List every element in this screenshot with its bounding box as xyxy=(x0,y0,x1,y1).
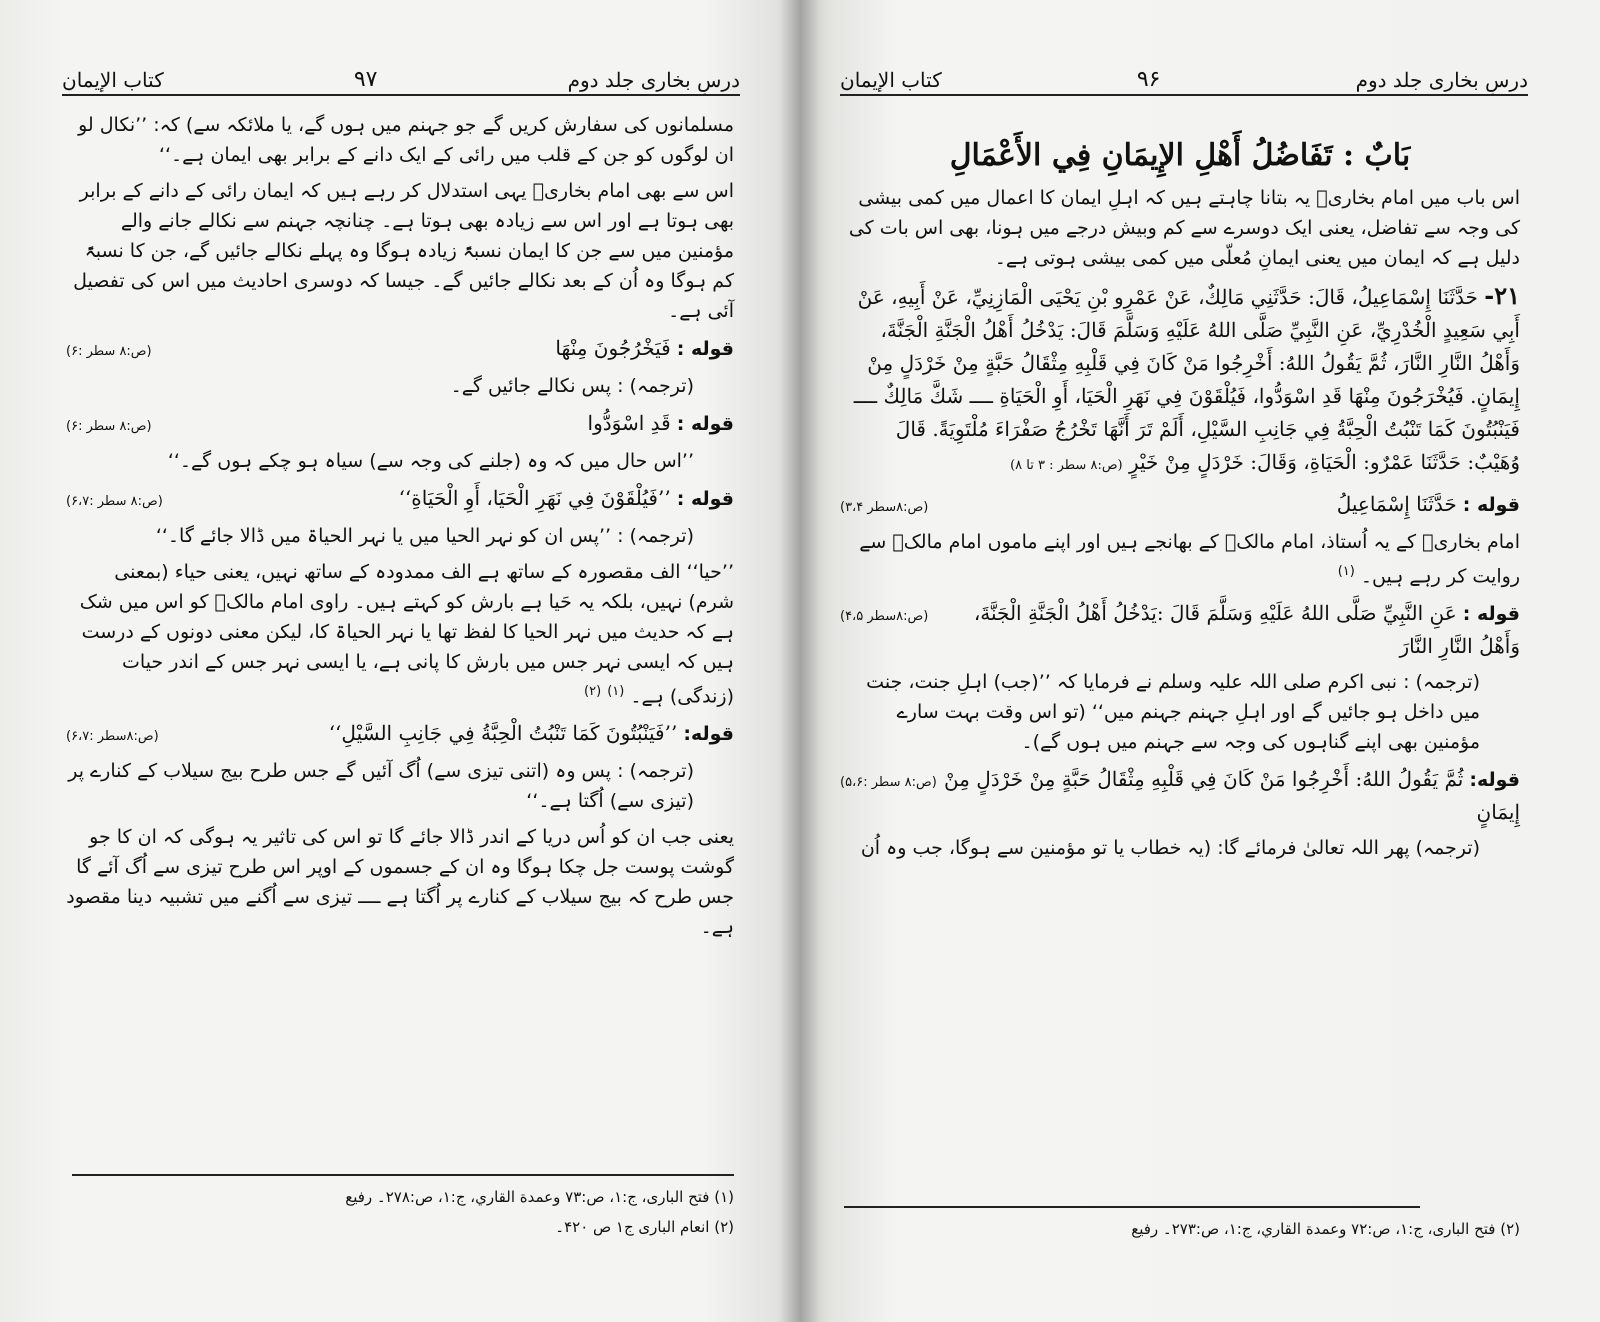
right-page xyxy=(800,0,1600,1322)
footnote-rule xyxy=(72,1174,734,1176)
qawl-arabic: فَيَخْرُجُونَ مِنْهَا xyxy=(555,336,671,360)
line-reference: (ص:۸ سطر :۶) xyxy=(66,419,152,434)
chapter-name: کتاب الإیمان xyxy=(62,68,164,92)
chapter-name: کتاب الإیمان xyxy=(840,68,942,92)
qawl-label: قوله : xyxy=(676,338,734,360)
page-header xyxy=(840,52,1528,92)
line-reference: (ص:۸ سطر :۵،۶) xyxy=(840,775,937,791)
intro-paragraph: اس باب میں امام بخاریؒ یہ بتانا چاہتے ہیں کہ اہلِ ایمان کا اعمال میں کمی بیشی کی وجہ سے تفاضل، یعنی ایک دوسرے سے کم وبیش درجے میں ہونا، بھی اس بات کی دلیل ہے کہ ایمان میں یعنی ایمانِ مُعلّی میں کمی بیشی ہوتی ہے۔ xyxy=(848,187,1520,269)
hadith-number: ۲۱- xyxy=(1484,281,1520,310)
header-rule xyxy=(840,94,1528,96)
footnotes xyxy=(844,1214,1520,1244)
translation: (ترجمہ) پھر اللہ تعالیٰ فرمائے گا: (یہ خطاب یا تو مؤمنین سے ہوگا، جب وہ اُن xyxy=(860,837,1480,860)
page-number: ۹۶ xyxy=(1136,67,1161,92)
translation: (ترجمہ) : پس نکالے جائیں گے۔ xyxy=(450,375,694,397)
running-title: درسِ بخاری جلد دوم xyxy=(567,68,740,92)
qawl-heading xyxy=(66,717,734,752)
header-rule xyxy=(62,94,740,96)
chapter-title: بَابٌ : تَفَاضُلُ أَهْلِ الإِيمَانِ فِي الأَعْمَالِ xyxy=(949,138,1411,173)
running-title: درسِ بخاری جلد دوم xyxy=(1355,68,1528,92)
footnote-marker: (۱) xyxy=(607,684,625,699)
qawl-label: قوله : xyxy=(676,488,734,510)
qawl-heading xyxy=(840,763,1520,829)
translation: (ترجمہ) : نبی اکرم صلی اللہ علیہ وسلم نے فرمایا کہ ’’(جب) اہلِ جنت، جنت میں داخل ہو جائیں گے اور اہلِ جہنم جہنم میں‘‘ (تو اس وقت بہت سارے مؤمنین بھی اپنے گناہوں کی وجہ سے جہنم میں ہوں گے)۔ xyxy=(866,671,1480,754)
page-body xyxy=(840,135,1520,869)
hadith-body: حَدَّثَنَا إِسْمَاعِيلُ، قَالَ: حَدَّثَنِي مَالِكٌ، عَنْ عَمْرِو بْنِ يَحْيَى الْمَازِنِيِّ، عَنْ أَبِيهِ، عَنْ أَبِي سَعِيدٍ الْخُدْرِيِّ، عَنِ النَّبِيِّ صَلَّى اللهُ عَلَيْهِ وَسَلَّمَ قَالَ: يَدْخُلُ أَهْلُ الْجَنَّةِ الْجَنَّةَ، وَأَهْلُ النَّارِ النَّارَ، ثُمَّ يَقُولُ اللهُ: أَخْرِجُوا مَنْ كَانَ فِي قَلْبِهِ مِثْقَالُ حَبَّةٍ مِنْ خَرْدَلٍ مِنْ إِيمَانٍ. فَيُخْرَجُونَ مِنْهَا قَدِ اسْوَدُّوا، فَيُلْقَوْنَ فِي نَهَرِ الْحَيَا، أَوِ الْحَيَاةِ ــــ شَكَّ مَالِكٌ ــــ فَيَنْبُتُونَ كَمَا تَنْبُتُ الْحِبَّةُ فِي جَانِبِ السَّيْلِ، أَلَمْ تَرَ أَنَّهَا تَخْرُجُ صَفْرَاءَ مُلْتَوِيَةً. قَالَ وُهَيْبٌ: حَدَّثَنَا عَمْرٌو: الْحَيَاةِ، وَقَالَ: خَرْدَلٍ مِنْ خَيْرٍ xyxy=(853,285,1520,474)
translation: (ترجمہ) : ’’پس ان کو نہر الحیا میں یا نہر الحیاۃ میں ڈالا جائے گا۔‘‘ xyxy=(155,525,694,547)
paragraph-text: ’’حیا‘‘ الف مقصورہ کے ساتھ ہے الف ممدودہ کے ساتھ نہیں، یعنی حیاء (بمعنی شرم) نہیں، بلکہ یہ حَیا ہے بارش کو کہتے ہیں۔ راوی امام مالکؒ کو اس میں شک ہے کہ حدیث میں نہر الحیا کا لفظ تھا یا نہر الحیاۃ کا، لیکن معنی دونوں کے درست ہیں کہ ایسی نہر جس میں بارش کا پانی ہے، یا ایسی نہر جس کے اندر حیات (زندگی) ہے۔ xyxy=(79,561,734,708)
qawl-heading xyxy=(840,597,1520,663)
qawl-arabic: ’’فَيَنْبُتُونَ كَمَا تَنْبُتُ الْحِبَّةُ فِي جَانِبِ السَّيْلِ‘‘ xyxy=(328,721,678,746)
qawl-arabic: ثُمَّ يَقُولُ اللهُ: أَخْرِجُوا مَنْ كَانَ فِي قَلْبِهِ مِثْقَالُ حَبَّةٍ مِنْ خَرْدَلٍ مِنْ إِيمَانٍ xyxy=(943,767,1520,825)
qawl-label: قوله : xyxy=(1462,603,1520,626)
qawl-label: قوله : xyxy=(676,413,734,435)
footnote: (۲) انعام الباری ج۱ ص ۴۲۰۔ xyxy=(555,1218,734,1236)
paragraph xyxy=(66,557,734,711)
footnote-marker: (۲) xyxy=(584,684,602,699)
line-reference: (ص:۸ سطر :۶) xyxy=(66,344,152,359)
paragraph: یعنی جب ان کو اُس دریا کے اندر ڈالا جائے گا تو اس کی تاثیر یہ ہوگی کہ ان کا جو گوشت پوست جل چکا ہوگا وہ ان کے جسموں کے اوپر اس طرح تیزی سے اُگ آئے گا جس طرح کہ بیج سیلاب کے کنارے پر اُگتا ہے ــــ تیزی سے اُگنے میں تشبیہ دینا مقصود ہے۔ xyxy=(66,826,734,939)
book-gutter xyxy=(780,0,820,1322)
page-number: ۹۷ xyxy=(353,67,378,92)
footnote: (۲) فتح الباری، ج:۱، ص:۷۲ وعمدة القاري، ج:۱، ص:۲۷۳۔ رفیع xyxy=(1131,1220,1520,1238)
qawl-label: قوله: xyxy=(683,723,734,746)
paragraph: اس سے بھی امام بخاریؒ یہی استدلال کر رہے ہیں کہ ایمان رائی کے دانے کے برابر بھی ہوتا ہے اور اس سے زیادہ بھی ہوتا ہے۔ چنانچہ جہنم سے نکالے جانے والے مؤمنین میں سے جن کا ایمان نسبۃً زیادہ ہوگا وہ پہلے نکالے جائیں گے، جن کا نسبۃً کم ہوگا وہ اُن کے بعد نکالے جائیں گے۔ جیسا کہ دوسری احادیث میں اس کی تفصیل آئی ہے۔ xyxy=(73,180,734,322)
line-reference: (ص:۸سطر :۶،۷) xyxy=(66,729,159,745)
translation: (ترجمہ) : پس وہ (اتنی تیزی سے) اُگ آئیں گے جس طرح بیج سیلاب کے کنارے پر (تیزی سے) اُگتا ہے۔‘‘ xyxy=(68,760,694,813)
page-body xyxy=(66,110,734,948)
paragraph-text: امام بخاریؒ کے یہ اُستاذ، امام مالکؒ کے بھانجے ہیں اور اپنے ماموں امام مالکؒ سے روایت کر رہے ہیں۔ xyxy=(859,531,1520,588)
qawl-heading xyxy=(66,332,734,367)
qawl-arabic: عَنِ النَّبِيِّ صَلَّى اللهُ عَلَيْهِ وَسَلَّمَ قَالَ :يَدْخُلُ أَهْلُ الْجَنَّةِ الْجَنَّةَ، وَأَهْلُ النَّارِ النَّارَ xyxy=(973,601,1520,659)
footnote-rule xyxy=(844,1206,1420,1208)
footnote: (۱) فتح الباری، ج:۱، ص:۷۳ وعمدة القاري، ج:۱، ص:۲۷۸۔ رفیع xyxy=(345,1188,734,1206)
line-reference: (ص:۸ سطر : ۳ تا ۸) xyxy=(1010,458,1123,473)
line-reference: (ص:۸سطر ۴،۵) xyxy=(840,609,929,625)
qawl-arabic: حَدَّثَنَا إِسْمَاعِيلُ xyxy=(1336,492,1457,516)
paragraph: مسلمانوں کی سفارش کریں گے جو جہنم میں ہوں گے، یا ملائکہ سے) کہ: ’’نکال لو ان لوگوں کو جن کے قلب میں رائی کے ایک دانے کے برابر بھی ایمان ہے۔‘‘ xyxy=(78,114,734,166)
footnotes xyxy=(72,1182,734,1242)
translation: ’’اس حال میں کہ وہ (جلنے کی وجہ سے) سیاہ ہو چکے ہوں گے۔‘‘ xyxy=(167,450,694,472)
qawl-heading xyxy=(66,482,734,517)
hadith-text xyxy=(840,279,1520,482)
page-header xyxy=(62,52,740,92)
line-reference: (ص:۸ سطر :۶،۷) xyxy=(66,494,163,509)
paragraph xyxy=(840,527,1520,591)
qawl-heading xyxy=(840,488,1520,523)
qawl-heading xyxy=(66,407,734,442)
qawl-label: قوله: xyxy=(1469,769,1520,792)
qawl-arabic: قَدِ اسْوَدُّوا xyxy=(587,411,671,435)
footnote-marker: (۱) xyxy=(1337,564,1355,579)
line-reference: (ص:۸سطر ۳،۴) xyxy=(840,500,929,515)
qawl-arabic: ’’فَيُلْقَوْنَ فِي نَهَرِ الْحَيَا، أَوِ الْحَيَاةِ‘‘ xyxy=(398,486,671,510)
qawl-label: قوله : xyxy=(1462,494,1520,516)
